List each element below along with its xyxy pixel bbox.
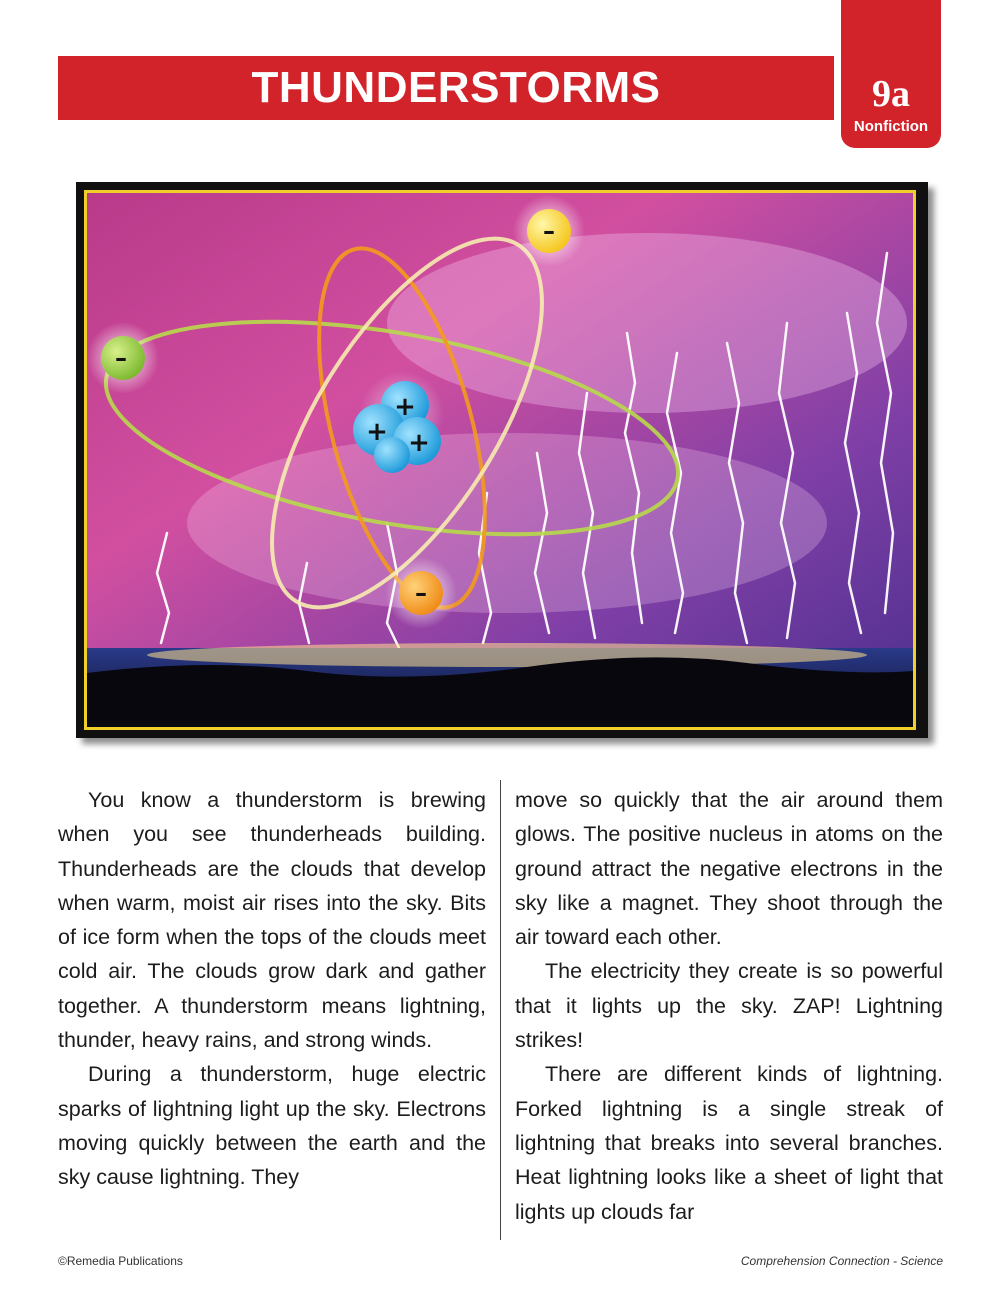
proton-sign-1: + <box>394 392 416 422</box>
electron-yellow <box>513 195 585 267</box>
illustration-frame <box>76 182 928 738</box>
paragraph: You know a thunderstorm is brewing when you see thunderheads building. Thunderheads are the clouds that develop when warm, moist air rises into the sky. Bits of ice form when the tops of the clouds meet cold air. The clouds grow dark and gather together. A thunderstorm means lightning, thunder, heavy rains, and strong winds. <box>58 788 486 1053</box>
electron-sign-3: – <box>415 579 427 607</box>
page-title: THUNDERSTORMS <box>251 63 661 112</box>
illustration-svg <box>87 193 913 727</box>
proton-sign-3: + <box>408 428 430 458</box>
paragraph: There are different kinds of lightning. Forked lightning is a single streak of lightning that breaks into several branches. Heat lightning looks like a sheet of light that lights up clouds far <box>515 1062 943 1224</box>
publisher-credit: ©Remedia Publications <box>58 1254 183 1268</box>
series-title: Comprehension Connection - Science <box>740 1254 943 1268</box>
paragraph: During a thunderstorm, huge electric sparks of lightning light up the sky. Electrons moving quickly between the earth and the sky cause lightning. They <box>58 1062 486 1190</box>
article-left-column <box>58 783 486 1195</box>
story-number-tab <box>841 0 941 148</box>
paragraph: move so quickly that the air around them glows. The positive nucleus in atoms on the ground attract the negative electrons in the sky like a magnet. They shoot through the air toward each other. <box>515 788 943 950</box>
lightning-atom-illustration <box>84 190 916 730</box>
proton-sign-2: + <box>366 417 388 447</box>
article-right-column <box>515 783 943 1229</box>
title-banner <box>58 56 834 120</box>
paragraph: The electricity they create is so powerful that it lights up the sky. ZAP! Lightning strikes! <box>515 959 943 1053</box>
electron-sign-2: – <box>115 344 127 372</box>
column-divider <box>500 780 501 1240</box>
electron-sign-1: – <box>543 217 555 245</box>
electron-orange <box>385 557 457 629</box>
story-number: 9a <box>872 73 910 115</box>
electron-green <box>87 322 159 394</box>
story-genre: Nonfiction <box>853 118 929 135</box>
